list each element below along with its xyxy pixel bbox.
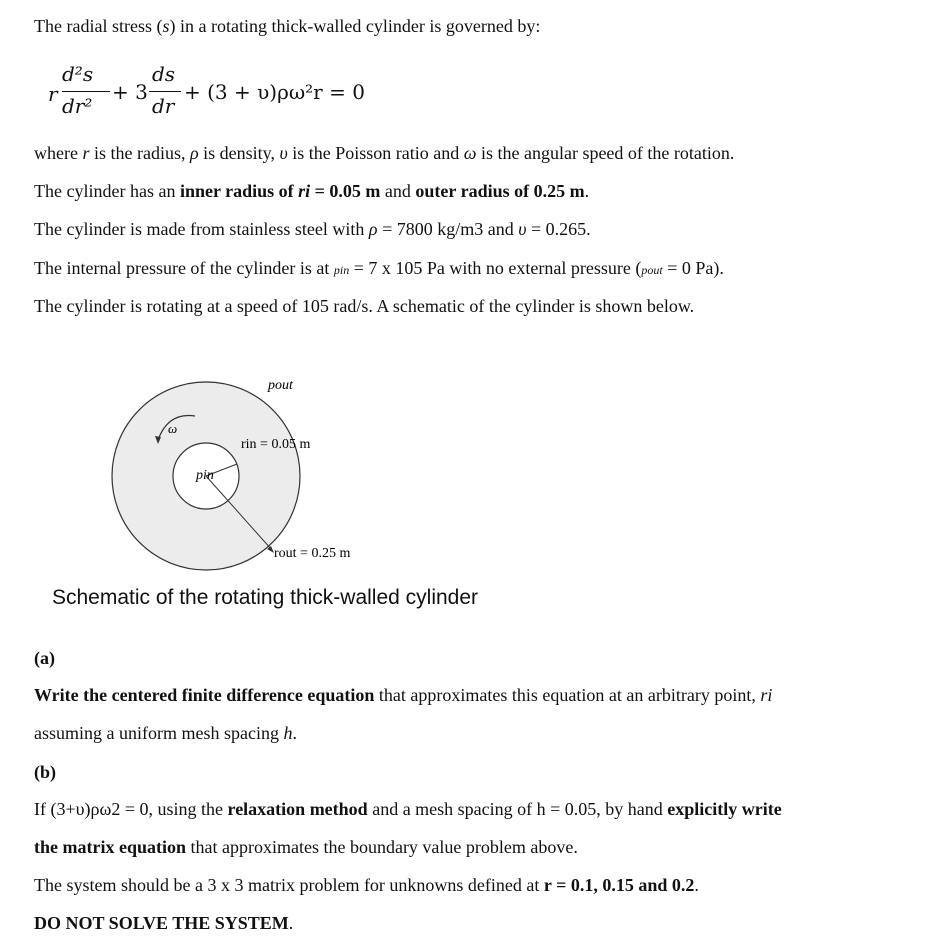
radii-line [34, 181, 589, 202]
part-b-f: that approximates the boundary value problem above. [186, 837, 578, 857]
material-rho: ρ [368, 219, 378, 239]
part-a-label [34, 648, 55, 669]
part-a-question-line2 [34, 723, 297, 744]
eq-den2: dr [152, 94, 175, 118]
radii-ri: ri [298, 181, 311, 201]
part-a-line2b: . [292, 723, 297, 743]
part-b-h: r = 0.1, 0.15 and 0.2 [543, 875, 695, 895]
desc-b: is the radius, [89, 143, 190, 163]
cylinder-schematic [100, 360, 440, 575]
desc-d: is the Poisson ratio and [287, 143, 464, 163]
pressure-pout: pout [641, 263, 663, 277]
desc-omega: ω [463, 143, 477, 163]
eq-tail: + (3 + υ)ρω²r = 0 [184, 80, 365, 104]
radii-a: The cylinder has an [34, 181, 180, 201]
part-b-final: DO NOT SOLVE THE SYSTEM. [34, 913, 294, 933]
speed-line: The cylinder is rotating at a speed of 105 rad/s. A schematic of the cylinder is shown below. [34, 296, 695, 316]
desc-rho: ρ [190, 143, 199, 163]
p-out-label: pout [268, 378, 293, 393]
radii-c: = 0.05 m [310, 181, 381, 201]
eq-fraction-bar-1 [62, 91, 110, 92]
variable-description [34, 143, 734, 164]
pressure-pin: pin [333, 263, 350, 277]
pressure-line [34, 258, 724, 279]
p-in-label: pin [196, 468, 214, 483]
intro-part-a: The radial stress ( [34, 16, 163, 36]
eq-den1: dr² [62, 94, 93, 118]
part-a-ri: ri [760, 685, 773, 705]
part-a-rest: that approximates this equation at an arbitrary point, [374, 685, 761, 705]
part-a-line2a: assuming a uniform mesh spacing [34, 723, 284, 743]
part-b-line2 [34, 837, 578, 858]
part-b-label-text: (b) [34, 762, 56, 782]
part-b-line3 [34, 875, 699, 896]
desc-nu: υ [279, 143, 288, 163]
part-a-bold: Write the centered finite difference equation [34, 685, 375, 705]
material-line [34, 219, 591, 240]
pressure-b: = 7 x 105 Pa with no external pressure ( [349, 258, 642, 278]
radii-e: outer radius of 0.25 m [415, 181, 585, 201]
r-in-label: rin = 0.05 m [241, 437, 311, 452]
part-b-label [34, 762, 56, 783]
part-b-b: relaxation method [227, 799, 368, 819]
part-a-label-text: (a) [34, 648, 55, 668]
intro-part-b: ) in a rotating thick-walled cylinder is governed by: [169, 16, 541, 36]
part-b-i: . [694, 875, 699, 895]
material-c: = 0.265. [526, 219, 591, 239]
desc-e: is the angular speed of the rotation. [476, 143, 735, 163]
eq-r: r [48, 82, 58, 106]
intro-text [34, 16, 540, 37]
pressure-c: = 0 Pa). [662, 258, 724, 278]
part-b-e: the matrix equation [34, 837, 186, 857]
schematic-svg [100, 360, 440, 575]
part-b-line1 [34, 799, 782, 820]
governing-equation [48, 60, 428, 122]
part-b-a: If (3+υ)ρω2 = 0, using the [34, 799, 228, 819]
eq-num1: d²s [62, 62, 94, 86]
desc-c: is density, [198, 143, 280, 163]
material-b: = 7800 kg/m3 and [377, 219, 519, 239]
figure-caption: Schematic of the rotating thick-walled cylinder [52, 586, 479, 609]
part-a-h: h [283, 723, 293, 743]
eq-fraction-bar-2 [149, 91, 181, 92]
part-a-question [34, 685, 772, 706]
material-nu: υ [518, 219, 527, 239]
eq-plus3: + 3 [112, 80, 148, 104]
eq-num2: ds [152, 62, 176, 86]
radii-b: inner radius of [179, 181, 299, 201]
part-b-final-text: DO NOT SOLVE THE SYSTEM [34, 913, 289, 933]
part-b-g: The system should be a 3 x 3 matrix problem for unknowns defined at [34, 875, 544, 895]
r-out-label: rout = 0.25 m [274, 546, 351, 561]
material-a: The cylinder is made from stainless steel with [34, 219, 369, 239]
var-s: s [162, 16, 170, 36]
desc-r: r [82, 143, 90, 163]
radii-d: and [380, 181, 416, 201]
radii-f: . [584, 181, 590, 201]
part-b-c: and a mesh spacing of h = 0.05, by hand [367, 799, 668, 819]
desc-a: where [34, 143, 83, 163]
omega-label: ω [168, 421, 178, 436]
pressure-a: The internal pressure of the cylinder is at [34, 258, 334, 278]
part-b-d: explicitly write [667, 799, 782, 819]
